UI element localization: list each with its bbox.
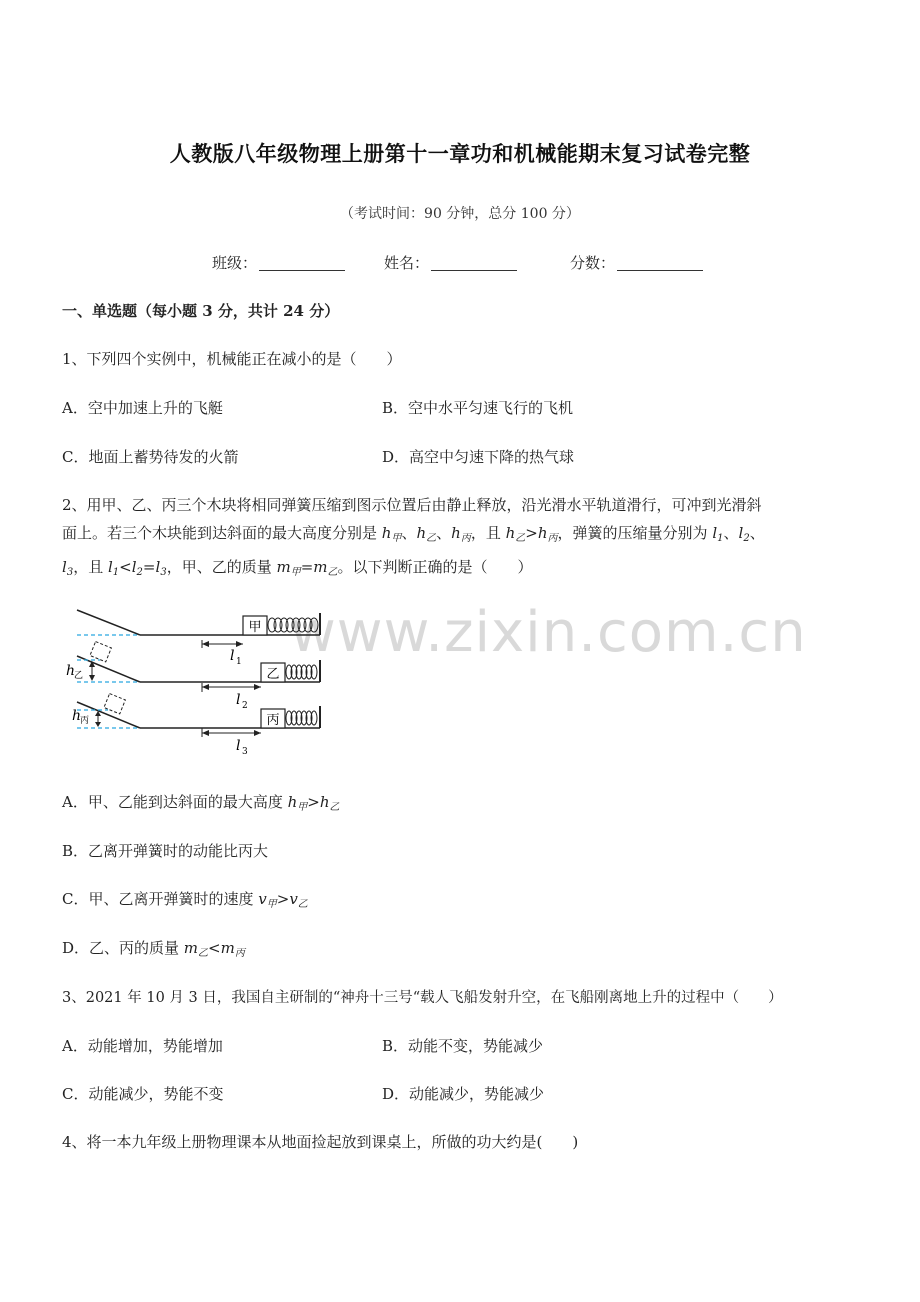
eq-sign: = [300, 558, 314, 576]
var-h: h [416, 524, 427, 542]
sub-2: 2 [136, 567, 143, 578]
var-l: l [62, 558, 67, 576]
arrow-head [95, 722, 101, 727]
sub-yi: 乙 [297, 899, 308, 910]
q2-line3 [62, 553, 862, 587]
var-h: h [451, 524, 461, 542]
q1-option-c[interactable]: C．地面上蓄势待发的火箭 [62, 448, 239, 466]
l1-sub: 1 [236, 657, 242, 667]
sub-yi: 乙 [515, 533, 526, 544]
sub-yi: 乙 [327, 567, 338, 578]
sub-yi: 乙 [198, 948, 209, 959]
var-l: l [712, 524, 718, 542]
q3-option-a[interactable]: A．动能增加，势能增加 [62, 1037, 223, 1055]
slope-line [77, 610, 140, 635]
page-title: 人教版八年级物理上册第十一章功和机械能期末复习试卷完整 [169, 141, 751, 166]
q2-option-d-text: D．乙、丙的质量 [62, 939, 184, 957]
var-v: v [258, 890, 267, 908]
figure-row-2 [66, 642, 320, 711]
sub-3: 3 [160, 567, 167, 578]
score-blank[interactable] [617, 256, 703, 271]
name-blank[interactable] [431, 256, 517, 271]
sub-yi: 乙 [329, 802, 340, 813]
h-bing-label: h [72, 708, 82, 724]
sep: 、 [401, 524, 417, 542]
q4-stem: 4、将一本九年级上册物理课本从地面捡起放到课桌上，所做的功大约是( ) [62, 1133, 579, 1151]
name-field [384, 252, 517, 273]
eq-sign: = [142, 558, 156, 576]
sub-jia: 甲 [297, 802, 308, 813]
q2-option-d[interactable] [62, 937, 245, 959]
var-m: m [220, 939, 235, 957]
sub-jia: 甲 [391, 533, 402, 544]
score-field [570, 252, 703, 273]
class-field [212, 252, 345, 273]
q2-line2 [62, 519, 862, 553]
var-l: l [155, 558, 161, 576]
var-l: l [107, 558, 113, 576]
arrow-head [254, 684, 261, 690]
block-jia-label: 甲 [248, 620, 262, 635]
sep: 、 [723, 524, 739, 542]
h-bing-sub: 丙 [80, 716, 90, 726]
q2-line1: 2、用甲、乙、丙三个木块将相同弹簧压缩到图示位置后由静止释放，沿光滑水平轨道滑行，可冲到光滑斜 [62, 496, 762, 514]
arrow-head [89, 675, 95, 681]
q1-stem: 1、下列四个实例中，机械能正在减小的是（ ） [62, 350, 402, 368]
var-m: m [313, 558, 328, 576]
name-label: 姓名： [384, 254, 430, 272]
lt-sign: < [208, 939, 221, 957]
sub-yi: 乙 [426, 533, 437, 544]
q2-option-c[interactable] [62, 888, 308, 910]
lt-sign: < [119, 558, 132, 576]
spring-coil [286, 665, 317, 679]
h-yi-sub: 乙 [74, 671, 84, 681]
q3-option-b[interactable]: B．动能不变，势能减少 [382, 1037, 544, 1055]
gt-sign: > [276, 890, 290, 908]
spring-coil [286, 711, 317, 725]
l2-sub: 2 [242, 701, 248, 711]
q2-line2-b: ，且 [470, 524, 506, 542]
sub-bing: 丙 [234, 948, 245, 959]
arrow-head [202, 684, 209, 690]
class-blank[interactable] [259, 256, 345, 271]
sub-3: 3 [66, 567, 74, 578]
var-h: h [381, 524, 392, 542]
q2-stem [62, 491, 862, 587]
block-bing-label: 丙 [266, 713, 280, 728]
q1-option-a[interactable]: A．空中加速上升的飞艇 [62, 399, 223, 417]
l2-label: l [236, 692, 241, 708]
l3-sub: 3 [242, 747, 248, 757]
watermark: www.zixin.com.cn [290, 600, 807, 665]
score-label: 分数： [570, 254, 616, 272]
arrow-head [254, 730, 261, 736]
arrow-head [202, 730, 209, 736]
q2-option-a-text: A．甲、乙能到达斜面的最大高度 [62, 793, 288, 811]
q2-line2-c: ，弹簧的压缩量分别为 [557, 524, 713, 542]
block-yi-label: 乙 [266, 667, 280, 682]
var-m: m [183, 939, 199, 957]
var-h: h [505, 524, 516, 542]
figure-row-3 [72, 694, 320, 757]
section-heading: 一、单选题（每小题 3 分，共计 24 分） [62, 302, 340, 320]
q1-option-d[interactable]: D．高空中匀速下降的热气球 [382, 448, 575, 466]
q2-line2-a: 面上。若三个木块能到达斜面的最大高度分别是 [62, 524, 382, 542]
sep: 、 [436, 524, 452, 542]
block-yi-ghost [90, 642, 111, 662]
gt-sign: > [307, 793, 320, 811]
var-l: l [738, 524, 744, 542]
exam-info: （考试时间：90 分钟，总分 100 分） [340, 206, 580, 222]
sub-jia: 甲 [266, 899, 277, 910]
q2-option-a[interactable] [62, 791, 340, 813]
sep: 、 [749, 524, 765, 542]
sub-bing: 丙 [547, 533, 558, 544]
var-h: h [319, 793, 330, 811]
arrow-head [236, 641, 243, 647]
h-yi-label: h [66, 663, 76, 679]
sub-bing: 丙 [460, 533, 471, 544]
sub-1: 1 [112, 567, 120, 578]
q3-option-d[interactable]: D．动能减少，势能减少 [382, 1085, 545, 1103]
sub-2: 2 [743, 533, 750, 544]
class-label: 班级： [212, 254, 258, 272]
q2-option-c-text: C．甲、乙离开弹簧时的速度 [62, 890, 259, 908]
q2-line3-c: 。以下判断正确的是（ ） [337, 558, 533, 576]
sub-1: 1 [717, 533, 724, 544]
sub-jia: 甲 [290, 567, 301, 578]
q1-option-b[interactable]: B．空中水平匀速飞行的飞机 [382, 399, 574, 417]
q3-stem: 3、2021 年 10 月 3 日，我国自主研制的“神舟十三号“载人飞船发射升空，在飞船刚离地上升的过程中（ ） [62, 990, 783, 1006]
var-h: h [537, 524, 548, 542]
var-h: h [287, 793, 298, 811]
arrow-head [202, 641, 209, 647]
var-v: v [289, 890, 298, 908]
q2-option-b[interactable]: B．乙离开弹簧时的动能比丙大 [62, 842, 269, 860]
spring-slope-diagram [62, 598, 332, 758]
figure-row-1 [77, 610, 320, 667]
l3-label: l [236, 738, 241, 754]
spring-coil [268, 618, 318, 632]
q2-line3-a: ，且 [73, 558, 108, 576]
block-bing-ghost [104, 694, 125, 714]
q2-line3-b: ，甲、乙的质量 [166, 558, 277, 576]
l1-label: l [230, 648, 235, 664]
var-l: l [131, 558, 137, 576]
q3-option-c[interactable]: C．动能减少，势能不变 [62, 1085, 224, 1103]
var-m: m [276, 558, 291, 576]
gt-sign: > [525, 524, 538, 542]
